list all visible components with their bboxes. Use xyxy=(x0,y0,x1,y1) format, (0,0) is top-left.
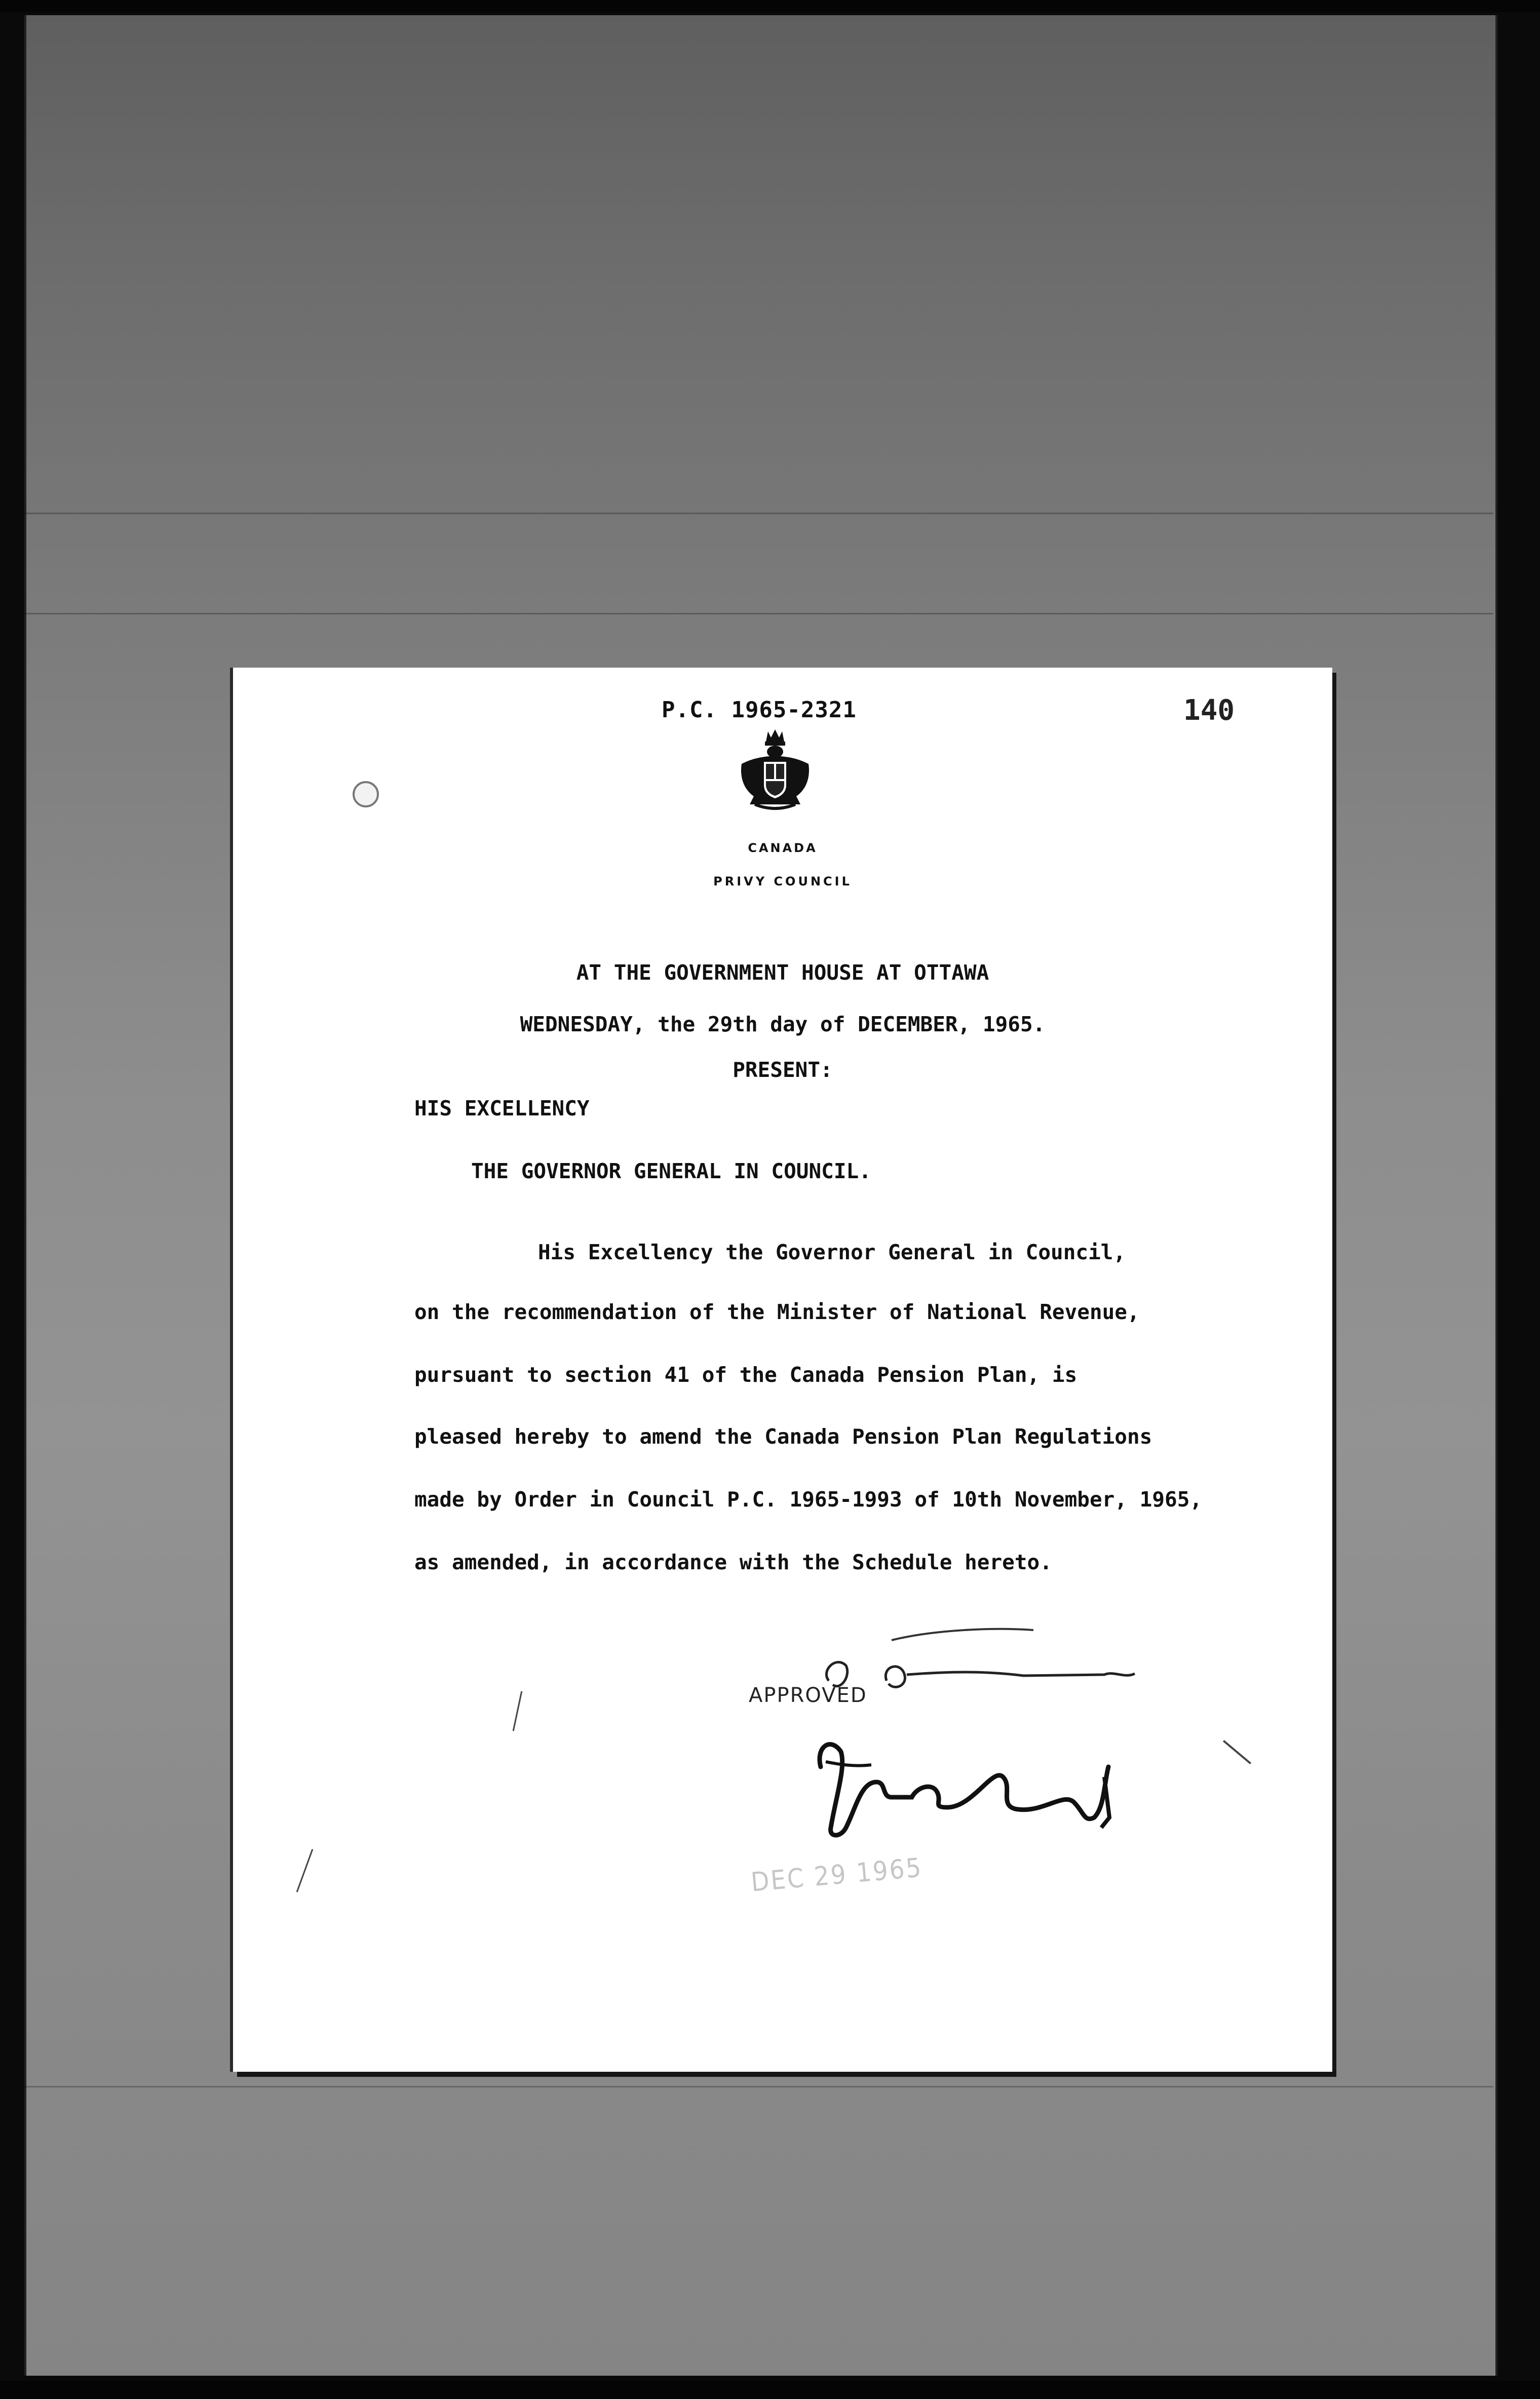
body-line: pursuant to section 41 of the Canada Pension Plan, is xyxy=(414,1363,1077,1387)
film-band xyxy=(24,2086,1493,2087)
body-line: made by Order in Council P.C. 1965-1993 of 10th November, 1965, xyxy=(414,1487,1203,1512)
date-stamp: DEC 29 1965 xyxy=(750,1852,924,1898)
canada-coat-of-arms-icon xyxy=(735,728,816,815)
heading-location: AT THE GOVERNMENT HOUSE AT OTTAWA xyxy=(576,960,989,985)
attendees-line: THE GOVERNOR GENERAL IN COUNCIL. xyxy=(471,1159,871,1183)
body-line: as amended, in accordance with the Schedule hereto. xyxy=(414,1550,1052,1574)
punch-hole xyxy=(353,781,379,807)
approved-label: APPROVED xyxy=(749,1684,867,1707)
film-band xyxy=(24,613,1493,614)
crest-country-label: CANADA xyxy=(748,841,818,855)
attendees-line: HIS EXCELLENCY xyxy=(414,1096,590,1120)
body-line: on the recommendation of the Minister of National Revenue, xyxy=(414,1300,1140,1324)
film-edge-top xyxy=(0,0,1540,12)
scan-artifact xyxy=(296,1849,314,1892)
film-edge-bottom xyxy=(0,2381,1540,2399)
handwritten-signatures xyxy=(780,1615,1165,1878)
body-line: His Excellency the Governor General in Council, xyxy=(538,1240,1126,1264)
scan-artifact xyxy=(1223,1740,1251,1764)
page-number: 140 xyxy=(1183,694,1235,727)
document-page xyxy=(233,668,1332,2072)
heading-date: WEDNESDAY, the 29th day of DECEMBER, 1965. xyxy=(520,1012,1046,1036)
body-line: pleased hereby to amend the Canada Pension Plan Regulations xyxy=(414,1424,1152,1449)
film-band xyxy=(24,513,1493,514)
pc-number: P.C. 1965-2321 xyxy=(662,697,857,723)
scan-artifact xyxy=(513,1691,523,1731)
crest-council-label: PRIVY COUNCIL xyxy=(713,874,852,888)
present-label: PRESENT: xyxy=(733,1058,833,1082)
